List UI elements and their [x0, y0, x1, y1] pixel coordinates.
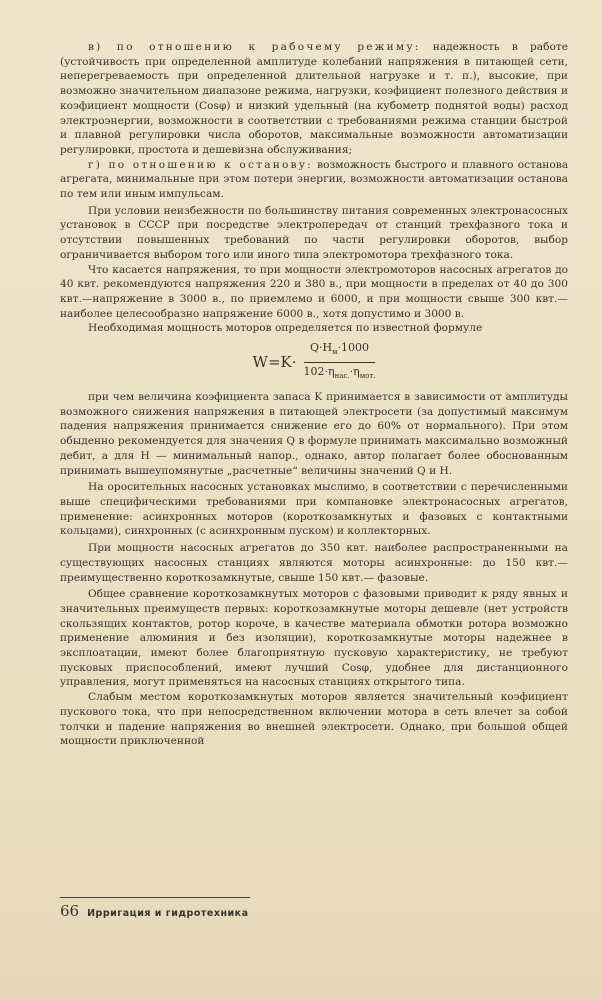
paragraph-async-motors: При мощности насосных агрегатов до 350 квт. наиболее распространенными на существующих насосных станциях являются моторы асинхронные: до 150 квт.—преимущественно короткозамкнутые, свыше 150 квт.— фазовые. — [60, 542, 568, 584]
page-footer — [60, 902, 568, 920]
paragraph-comparison: Общее сравнение короткозамкнутых моторов с фазовыми приводит к ряду явных и значительных преимуществ первых: короткозамкнутые моторы дешевле (нет устройств скользящих контактов, ротор короче, в качестве материала обмотки ротора возможно применение алюминия и без изоляции), короткозамкнутые моторы надежнее в эксплоатации, имеют более благоприятную пусковую характеристику, не требуют пусковых приспособлений, имеют лучший Cosφ, удобнее для дистанционного управления, могут применяться на насосных станциях открытого типа. — [60, 588, 568, 689]
page-number: 66 — [60, 902, 80, 920]
item-v-lead: в) по отношению к рабочему режиму: — [88, 41, 421, 53]
footer-rule — [60, 897, 250, 898]
paragraph-voltage: Что касается напряжения, то при мощности электромоторов насосных агрегатов до 40 квт. рекомендуются напряжения 220 и 380 в., при мощности в пределах от 40 до 300 квт.—напряжение в 3000 в., по приемлемо и 6000, и при мощности свыше 300 квт.— наиболее целесообразно напряжение 6000 в., хотя допустимо и 3000 в. — [60, 263, 568, 320]
power-formula — [60, 340, 568, 384]
paragraph-formula-intro: Необходимая мощность моторов определяется по известной формуле — [88, 322, 483, 335]
paragraph-power-supply: При условии неизбежности по большинству питания современных электронасосных установок в СССР при посредстве электропередач от станций трехфазного тока и отсутствии повышенных требований по части регулировки оборотов, выбор ограничивается выбором того или иного типа электромотора трехфазного тока. — [60, 204, 568, 261]
formula-fraction — [304, 341, 376, 384]
item-g-text: возможность быстрого и плавного останова агрегата, минимальные при этом потери энергии, возможности автоматизации останова по тем или иным импульсам. — [60, 158, 569, 201]
body-text — [60, 40, 568, 749]
paragraph-item-v — [60, 40, 568, 158]
paragraph-weakness: Слабым местом короткозамкнутых моторов является значительный коэфициент пускового тока, что при непосредственном включении мотора в сеть влечет за собой толчки и падение напряжения во внешней электросети. Однако, при большой общей мощности приключенной — [60, 691, 568, 748]
formula-numerator: $Q\cdot H_м\cdot 1000$ — [304, 341, 375, 363]
paragraph-motor-types: На оросительных насосных установках мыслимо, в соответствии с перечисленными выше специфическими требованиями при компановке электронасосных агрегатов, применение: асинхронных моторов (короткозамкнутых и фазовых с контактными кольцами), синхронных (с асинхронным пуском) и коллекторных. — [60, 481, 568, 538]
paragraph-item-g — [60, 158, 568, 202]
item-v-text: надежность в работе (устойчивость при определенной амплитуде колебаний напряжения в питающей сети, неперегреваемость при определенной длительной нагрузке и т. п.), высокие, при возможно значительном диапазоне режима, нагрузки, коэфициент полезного действия и коэфициент мощности (Cosφ) и низкий удельный (на кубометр поднятой воды) расход электроэнергии, возможности в соответствии с требованиями режима станции быстрой и плавной регулировки числа оборотов, максимальные возможности автоматизации регулировки, простота и дешевизна обслуживания; — [60, 41, 568, 156]
paragraph-reserve-coefficient: при чем величина коэфициента запаса K принимается в зависимости от амплитуды возможного снижения напряжения в питающей электросети (за допустимый максимум падения напряжения принимается снижение его до 60% от нормального). При этом обыденно рекомендуется для значения Q в формуле принимать максимально возможный дебит, а для H — минимальный напор., однако, автор полагает более обоснованным принимать вышеупомянутые „расчетные“ величины значений Q и H. — [60, 391, 568, 477]
formula-denominator: $102\cdot\eta_{нас.}\cdot\eta_{мот.}$ — [303, 364, 376, 380]
running-footer: Ирригация и гидротехника — [87, 908, 249, 919]
item-g-lead: г) по отношению к останову: — [88, 158, 313, 171]
formula-lhs: W=K· — [252, 352, 297, 371]
